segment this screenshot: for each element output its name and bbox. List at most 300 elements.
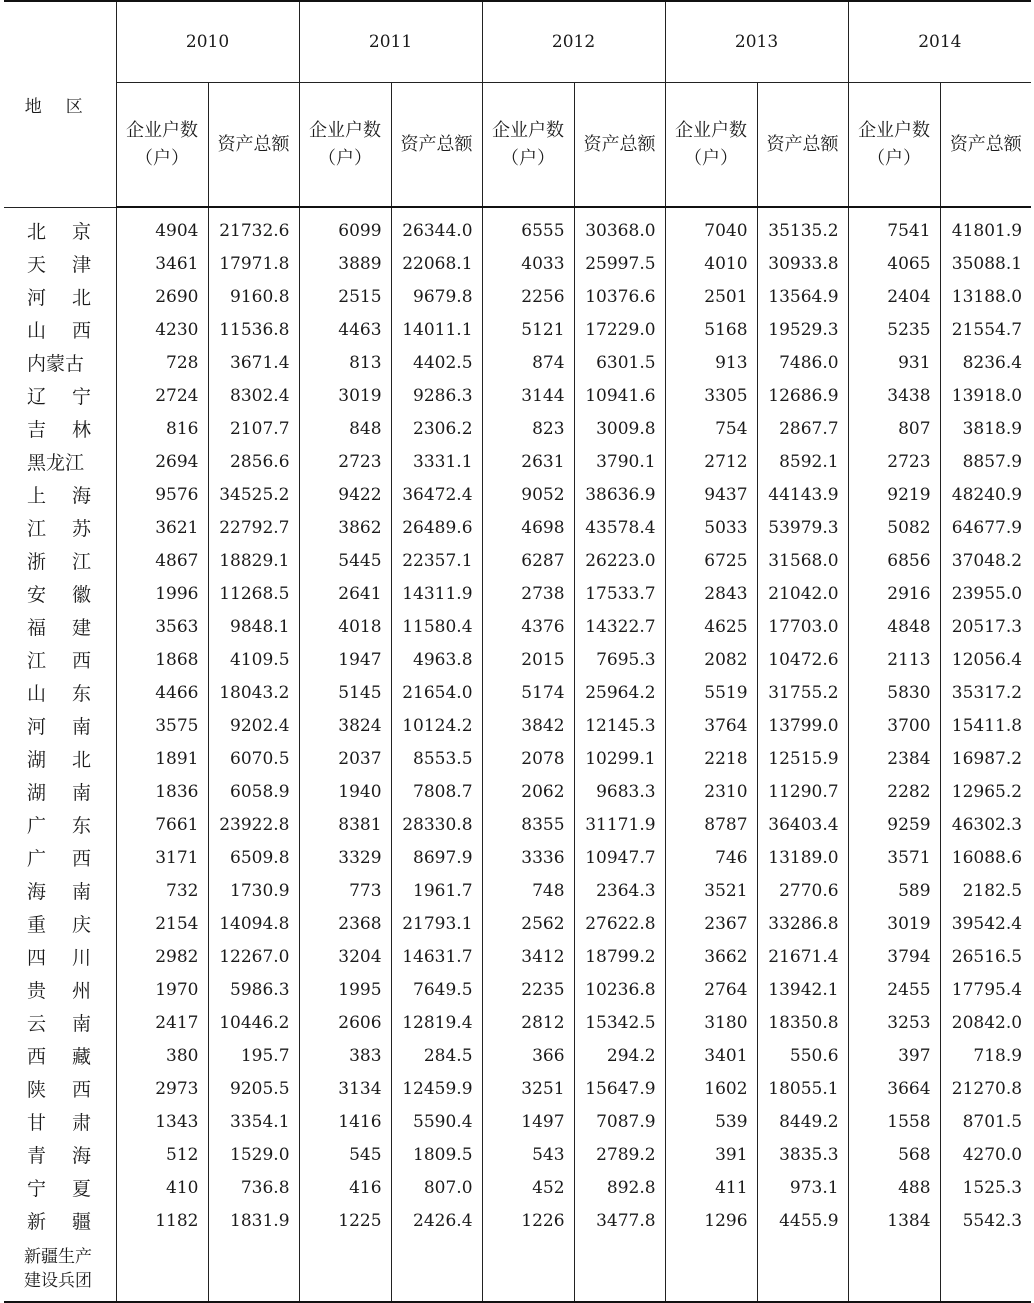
row-region-label: 新 疆 — [27, 1211, 102, 1234]
table-row — [4, 1105, 1031, 1138]
enterprise-count-cell: 5082 — [848, 511, 940, 544]
table-cell — [574, 1238, 665, 1303]
total-assets-cell: 15647.9 — [574, 1072, 665, 1105]
enterprise-count-cell: 4376 — [482, 610, 574, 643]
total-assets-cell: 25997.5 — [574, 247, 665, 280]
total-assets-cell: 2867.7 — [757, 412, 848, 445]
total-assets-cell: 17703.0 — [757, 610, 848, 643]
row-region-label: 辽 宁 — [27, 386, 102, 409]
total-assets-cell: 9160.8 — [208, 280, 299, 313]
total-assets-cell: 5542.3 — [940, 1204, 1031, 1237]
total-assets-cell: 64677.9 — [940, 511, 1031, 544]
table-row — [4, 1138, 1031, 1171]
enterprise-count-cell: 2690 — [116, 280, 208, 313]
enterprise-count-cell: 4018 — [299, 610, 391, 643]
total-assets-cell: 2107.7 — [208, 412, 299, 445]
year-header-row — [4, 1, 1031, 83]
total-assets-cell: 37048.2 — [940, 544, 1031, 577]
enterprise-count-cell: 2384 — [848, 742, 940, 775]
enterprise-count-cell: 545 — [299, 1138, 391, 1171]
enterprise-count-cell: 5830 — [848, 676, 940, 709]
total-assets-cell: 13189.0 — [757, 841, 848, 874]
total-assets-cell: 6509.8 — [208, 841, 299, 874]
total-assets-cell: 284.5 — [391, 1039, 482, 1072]
total-assets-cell: 8302.4 — [208, 379, 299, 412]
enterprise-count-cell: 3461 — [116, 247, 208, 280]
total-assets-cell: 15411.8 — [940, 709, 1031, 742]
row-region-label: 山 西 — [27, 320, 102, 343]
total-assets-cell: 31171.9 — [574, 808, 665, 841]
enterprise-count-cell: 2455 — [848, 973, 940, 1006]
total-assets-cell: 23922.8 — [208, 808, 299, 841]
table-row — [4, 874, 1031, 907]
enterprise-count-cell: 3253 — [848, 1006, 940, 1039]
total-assets-cell: 5590.4 — [391, 1105, 482, 1138]
enterprise-count-cell: 4867 — [116, 544, 208, 577]
total-assets-cell: 12145.3 — [574, 709, 665, 742]
row-region-label: 天 津 — [27, 254, 102, 277]
total-assets-cell: 14011.1 — [391, 313, 482, 346]
total-assets-cell: 17971.8 — [208, 247, 299, 280]
total-assets-cell: 8553.5 — [391, 742, 482, 775]
total-assets-cell: 2426.4 — [391, 1204, 482, 1237]
total-assets-cell: 7695.3 — [574, 643, 665, 676]
total-assets-cell: 10446.2 — [208, 1006, 299, 1039]
total-assets-cell: 7649.5 — [391, 973, 482, 1006]
total-assets-cell: 8697.9 — [391, 841, 482, 874]
enterprise-count-cell: 2738 — [482, 577, 574, 610]
table-cell — [208, 1238, 299, 1303]
enterprise-count-cell: 2367 — [665, 907, 757, 940]
enterprise-count-cell: 8355 — [482, 808, 574, 841]
total-assets-cell: 7087.9 — [574, 1105, 665, 1138]
row-region-label: 海 南 — [27, 881, 102, 904]
total-assets-cell: 6301.5 — [574, 346, 665, 379]
count-header: 企业户数 （户） — [665, 83, 757, 208]
table-row — [4, 1006, 1031, 1039]
table-row — [4, 808, 1031, 841]
enterprise-count-cell: 3251 — [482, 1072, 574, 1105]
table-cell — [299, 1238, 391, 1303]
total-assets-cell: 718.9 — [940, 1039, 1031, 1072]
year-header-2013: 2013 — [665, 1, 848, 83]
enterprise-count-cell: 813 — [299, 346, 391, 379]
enterprise-count-cell: 3842 — [482, 709, 574, 742]
enterprise-count-cell: 2310 — [665, 775, 757, 808]
total-assets-cell: 2182.5 — [940, 874, 1031, 907]
enterprise-count-cell: 807 — [848, 412, 940, 445]
row-region-label: 黑龙江 — [27, 452, 85, 475]
enterprise-count-cell: 4625 — [665, 610, 757, 643]
enterprise-count-cell: 5519 — [665, 676, 757, 709]
enterprise-count-cell: 2078 — [482, 742, 574, 775]
enterprise-count-cell: 5235 — [848, 313, 940, 346]
enterprise-count-cell: 2723 — [299, 445, 391, 478]
row-region-label: 新疆生产 建设兵团 — [4, 1238, 116, 1303]
enterprise-count-cell: 2712 — [665, 445, 757, 478]
total-assets-cell: 3477.8 — [574, 1204, 665, 1237]
enterprise-count-cell: 2843 — [665, 577, 757, 610]
total-assets-cell: 26516.5 — [940, 940, 1031, 973]
row-region-label: 浙 江 — [27, 551, 102, 574]
enterprise-count-cell: 5174 — [482, 676, 574, 709]
total-assets-cell: 41801.9 — [940, 207, 1031, 247]
total-assets-cell: 807.0 — [391, 1171, 482, 1204]
enterprise-count-cell: 1558 — [848, 1105, 940, 1138]
total-assets-cell: 3835.3 — [757, 1138, 848, 1171]
enterprise-count-cell: 9219 — [848, 478, 940, 511]
enterprise-count-cell: 4904 — [116, 207, 208, 247]
total-assets-cell: 14322.7 — [574, 610, 665, 643]
enterprise-count-cell: 8787 — [665, 808, 757, 841]
enterprise-count-cell: 2218 — [665, 742, 757, 775]
enterprise-count-cell: 874 — [482, 346, 574, 379]
assets-header: 资产总额 — [574, 83, 665, 208]
total-assets-cell: 4963.8 — [391, 643, 482, 676]
enterprise-count-cell: 1416 — [299, 1105, 391, 1138]
enterprise-count-cell: 3336 — [482, 841, 574, 874]
year-header-2011: 2011 — [299, 1, 482, 83]
enterprise-count-cell: 2694 — [116, 445, 208, 478]
table-cell — [391, 1238, 482, 1303]
total-assets-cell: 892.8 — [574, 1171, 665, 1204]
total-assets-cell: 15342.5 — [574, 1006, 665, 1039]
enterprise-count-cell: 416 — [299, 1171, 391, 1204]
enterprise-count-cell: 2606 — [299, 1006, 391, 1039]
total-assets-cell: 30933.8 — [757, 247, 848, 280]
enterprise-count-cell: 848 — [299, 412, 391, 445]
enterprise-count-cell: 2256 — [482, 280, 574, 313]
enterprise-count-cell: 380 — [116, 1039, 208, 1072]
table-body — [4, 207, 1031, 1302]
enterprise-count-cell: 3824 — [299, 709, 391, 742]
total-assets-cell: 9679.8 — [391, 280, 482, 313]
enterprise-count-cell: 3889 — [299, 247, 391, 280]
total-assets-cell: 11268.5 — [208, 577, 299, 610]
enterprise-count-cell: 2015 — [482, 643, 574, 676]
total-assets-cell: 26489.6 — [391, 511, 482, 544]
total-assets-cell: 43578.4 — [574, 511, 665, 544]
enterprise-count-cell: 3664 — [848, 1072, 940, 1105]
total-assets-cell: 19529.3 — [757, 313, 848, 346]
enterprise-count-cell: 1947 — [299, 643, 391, 676]
enterprise-count-cell: 1836 — [116, 775, 208, 808]
enterprise-count-cell: 3862 — [299, 511, 391, 544]
total-assets-cell: 17229.0 — [574, 313, 665, 346]
table-row — [4, 346, 1031, 379]
total-assets-cell: 3354.1 — [208, 1105, 299, 1138]
enterprise-count-cell: 3019 — [848, 907, 940, 940]
total-assets-cell: 30368.0 — [574, 207, 665, 247]
total-assets-cell: 22068.1 — [391, 247, 482, 280]
row-region-label: 内蒙古 — [27, 353, 85, 376]
total-assets-cell: 11290.7 — [757, 775, 848, 808]
row-region-label: 福 建 — [27, 617, 102, 640]
enterprise-count-cell: 3662 — [665, 940, 757, 973]
total-assets-cell: 8701.5 — [940, 1105, 1031, 1138]
total-assets-cell: 38636.9 — [574, 478, 665, 511]
total-assets-cell: 3818.9 — [940, 412, 1031, 445]
count-header: 企业户数 （户） — [848, 83, 940, 208]
total-assets-cell: 550.6 — [757, 1039, 848, 1072]
total-assets-cell: 13942.1 — [757, 973, 848, 1006]
total-assets-cell: 1525.3 — [940, 1171, 1031, 1204]
row-region-label: 四 川 — [27, 947, 102, 970]
row-region-label: 湖 南 — [27, 782, 102, 805]
year-header-2014: 2014 — [848, 1, 1031, 83]
enterprise-count-cell: 1891 — [116, 742, 208, 775]
total-assets-cell: 1529.0 — [208, 1138, 299, 1171]
enterprise-count-cell: 913 — [665, 346, 757, 379]
enterprise-count-cell: 9052 — [482, 478, 574, 511]
total-assets-cell: 16987.2 — [940, 742, 1031, 775]
total-assets-cell: 12267.0 — [208, 940, 299, 973]
total-assets-cell: 8592.1 — [757, 445, 848, 478]
total-assets-cell: 973.1 — [757, 1171, 848, 1204]
enterprise-count-cell: 3019 — [299, 379, 391, 412]
total-assets-cell: 14094.8 — [208, 907, 299, 940]
enterprise-count-cell: 2723 — [848, 445, 940, 478]
total-assets-cell: 1961.7 — [391, 874, 482, 907]
enterprise-count-cell: 4010 — [665, 247, 757, 280]
row-region-label: 江 苏 — [27, 518, 102, 541]
enterprise-count-cell: 3134 — [299, 1072, 391, 1105]
total-assets-cell: 34525.2 — [208, 478, 299, 511]
enterprise-count-cell: 3329 — [299, 841, 391, 874]
row-region-label: 青 海 — [27, 1145, 102, 1168]
total-assets-cell: 2856.6 — [208, 445, 299, 478]
enterprise-count-cell: 1996 — [116, 577, 208, 610]
row-region-label: 河 北 — [27, 287, 102, 310]
enterprise-count-cell: 9259 — [848, 808, 940, 841]
total-assets-cell: 1831.9 — [208, 1204, 299, 1237]
total-assets-cell: 26344.0 — [391, 207, 482, 247]
table-row — [4, 207, 1031, 247]
total-assets-cell: 27622.8 — [574, 907, 665, 940]
enterprise-count-cell: 931 — [848, 346, 940, 379]
total-assets-cell: 8236.4 — [940, 346, 1031, 379]
total-assets-cell: 48240.9 — [940, 478, 1031, 511]
total-assets-cell: 35088.1 — [940, 247, 1031, 280]
enterprise-count-cell: 1384 — [848, 1204, 940, 1237]
enterprise-count-cell: 2417 — [116, 1006, 208, 1039]
table-row — [4, 379, 1031, 412]
enterprise-count-cell: 3521 — [665, 874, 757, 907]
total-assets-cell: 31568.0 — [757, 544, 848, 577]
table-row — [4, 1204, 1031, 1237]
enterprise-count-cell: 397 — [848, 1039, 940, 1072]
enterprise-count-cell: 2973 — [116, 1072, 208, 1105]
total-assets-cell: 13918.0 — [940, 379, 1031, 412]
table-row — [4, 907, 1031, 940]
enterprise-count-cell: 411 — [665, 1171, 757, 1204]
assets-header: 资产总额 — [757, 83, 848, 208]
enterprise-count-cell: 3794 — [848, 940, 940, 973]
row-region-label: 湖 北 — [27, 749, 102, 772]
table-row — [4, 610, 1031, 643]
total-assets-cell: 18043.2 — [208, 676, 299, 709]
row-region-label: 吉 林 — [27, 419, 102, 442]
enterprise-count-cell: 7661 — [116, 808, 208, 841]
enterprise-count-cell: 539 — [665, 1105, 757, 1138]
total-assets-cell: 7808.7 — [391, 775, 482, 808]
enterprise-count-cell: 1940 — [299, 775, 391, 808]
enterprise-count-cell: 1343 — [116, 1105, 208, 1138]
total-assets-cell: 46302.3 — [940, 808, 1031, 841]
total-assets-cell: 21793.1 — [391, 907, 482, 940]
region-column-header: 地区 — [4, 1, 116, 207]
total-assets-cell: 17533.7 — [574, 577, 665, 610]
total-assets-cell: 6070.5 — [208, 742, 299, 775]
table-row — [4, 940, 1031, 973]
enterprise-count-cell: 3571 — [848, 841, 940, 874]
enterprise-count-cell: 452 — [482, 1171, 574, 1204]
table-row — [4, 1039, 1031, 1072]
enterprise-count-cell: 754 — [665, 412, 757, 445]
total-assets-cell: 21654.0 — [391, 676, 482, 709]
assets-header: 资产总额 — [391, 83, 482, 208]
enterprise-count-cell: 7040 — [665, 207, 757, 247]
table-row — [4, 841, 1031, 874]
total-assets-cell: 10236.8 — [574, 973, 665, 1006]
row-region-label: 陕 西 — [27, 1079, 102, 1102]
table-row — [4, 643, 1031, 676]
enterprise-count-cell: 2641 — [299, 577, 391, 610]
enterprise-count-cell: 2501 — [665, 280, 757, 313]
enterprise-count-cell: 3401 — [665, 1039, 757, 1072]
total-assets-cell: 10947.7 — [574, 841, 665, 874]
enterprise-count-cell: 4463 — [299, 313, 391, 346]
table-row — [4, 973, 1031, 1006]
total-assets-cell: 8857.9 — [940, 445, 1031, 478]
total-assets-cell: 13564.9 — [757, 280, 848, 313]
count-header: 企业户数 （户） — [299, 83, 391, 208]
enterprise-count-cell: 2562 — [482, 907, 574, 940]
count-header: 企业户数 （户） — [482, 83, 574, 208]
total-assets-cell: 21270.8 — [940, 1072, 1031, 1105]
enterprise-count-cell: 589 — [848, 874, 940, 907]
total-assets-cell: 21732.6 — [208, 207, 299, 247]
total-assets-cell: 294.2 — [574, 1039, 665, 1072]
enterprise-count-cell: 728 — [116, 346, 208, 379]
total-assets-cell: 9286.3 — [391, 379, 482, 412]
total-assets-cell: 31755.2 — [757, 676, 848, 709]
total-assets-cell: 12056.4 — [940, 643, 1031, 676]
enterprise-count-cell: 1868 — [116, 643, 208, 676]
table-row — [4, 742, 1031, 775]
enterprise-count-cell: 3305 — [665, 379, 757, 412]
sub-header-row — [4, 83, 1031, 208]
enterprise-count-cell: 6287 — [482, 544, 574, 577]
row-region-label: 西 藏 — [27, 1046, 102, 1069]
enterprise-count-cell: 1497 — [482, 1105, 574, 1138]
enterprise-count-cell: 1296 — [665, 1204, 757, 1237]
row-region-label: 重 庆 — [27, 914, 102, 937]
total-assets-cell: 18055.1 — [757, 1072, 848, 1105]
total-assets-cell: 21554.7 — [940, 313, 1031, 346]
enterprise-count-cell: 5145 — [299, 676, 391, 709]
total-assets-cell: 12515.9 — [757, 742, 848, 775]
total-assets-cell: 10472.6 — [757, 643, 848, 676]
total-assets-cell: 10124.2 — [391, 709, 482, 742]
table-row — [4, 478, 1031, 511]
total-assets-cell: 195.7 — [208, 1039, 299, 1072]
total-assets-cell: 12686.9 — [757, 379, 848, 412]
enterprise-count-cell: 3204 — [299, 940, 391, 973]
enterprise-count-cell: 3438 — [848, 379, 940, 412]
total-assets-cell: 18350.8 — [757, 1006, 848, 1039]
total-assets-cell: 21042.0 — [757, 577, 848, 610]
table-row — [4, 544, 1031, 577]
total-assets-cell: 12819.4 — [391, 1006, 482, 1039]
enterprise-count-cell: 2916 — [848, 577, 940, 610]
total-assets-cell: 4455.9 — [757, 1204, 848, 1237]
enterprise-count-cell: 5445 — [299, 544, 391, 577]
enterprise-count-cell: 1182 — [116, 1204, 208, 1237]
total-assets-cell: 20842.0 — [940, 1006, 1031, 1039]
row-region-label: 上 海 — [27, 485, 102, 508]
total-assets-cell: 2364.3 — [574, 874, 665, 907]
total-assets-cell: 4109.5 — [208, 643, 299, 676]
total-assets-cell: 36472.4 — [391, 478, 482, 511]
enterprise-count-cell: 2062 — [482, 775, 574, 808]
total-assets-cell: 3331.1 — [391, 445, 482, 478]
total-assets-cell: 39542.4 — [940, 907, 1031, 940]
total-assets-cell: 6058.9 — [208, 775, 299, 808]
total-assets-cell: 11580.4 — [391, 610, 482, 643]
enterprise-count-cell: 2082 — [665, 643, 757, 676]
total-assets-cell: 22357.1 — [391, 544, 482, 577]
enterprise-count-cell: 3575 — [116, 709, 208, 742]
table-row — [4, 412, 1031, 445]
enterprise-count-cell: 1225 — [299, 1204, 391, 1237]
total-assets-cell: 53979.3 — [757, 511, 848, 544]
enterprise-count-cell: 4065 — [848, 247, 940, 280]
count-header: 企业户数 （户） — [116, 83, 208, 208]
year-header-2010: 2010 — [116, 1, 299, 83]
total-assets-cell: 18799.2 — [574, 940, 665, 973]
enterprise-count-cell: 3144 — [482, 379, 574, 412]
total-assets-cell: 25964.2 — [574, 676, 665, 709]
total-assets-cell: 2306.2 — [391, 412, 482, 445]
enterprise-count-cell: 383 — [299, 1039, 391, 1072]
enterprise-count-cell: 6555 — [482, 207, 574, 247]
total-assets-cell: 26223.0 — [574, 544, 665, 577]
row-region-label: 北 京 — [27, 220, 102, 243]
enterprise-count-cell: 2631 — [482, 445, 574, 478]
enterprise-count-cell: 9576 — [116, 478, 208, 511]
enterprise-count-cell: 2113 — [848, 643, 940, 676]
enterprise-count-cell: 2282 — [848, 775, 940, 808]
table-cell — [665, 1238, 757, 1303]
total-assets-cell: 13188.0 — [940, 280, 1031, 313]
total-assets-cell: 3790.1 — [574, 445, 665, 478]
table-row — [4, 247, 1031, 280]
total-assets-cell: 10941.6 — [574, 379, 665, 412]
total-assets-cell: 4270.0 — [940, 1138, 1031, 1171]
total-assets-cell: 14631.7 — [391, 940, 482, 973]
enterprise-count-cell: 3412 — [482, 940, 574, 973]
total-assets-cell: 35135.2 — [757, 207, 848, 247]
enterprise-count-cell: 9422 — [299, 478, 391, 511]
total-assets-cell: 9848.1 — [208, 610, 299, 643]
enterprise-count-cell: 748 — [482, 874, 574, 907]
row-region-label: 山 东 — [27, 683, 102, 706]
total-assets-cell: 8449.2 — [757, 1105, 848, 1138]
total-assets-cell: 20517.3 — [940, 610, 1031, 643]
row-region-label: 江 西 — [27, 650, 102, 673]
enterprise-count-cell: 6725 — [665, 544, 757, 577]
